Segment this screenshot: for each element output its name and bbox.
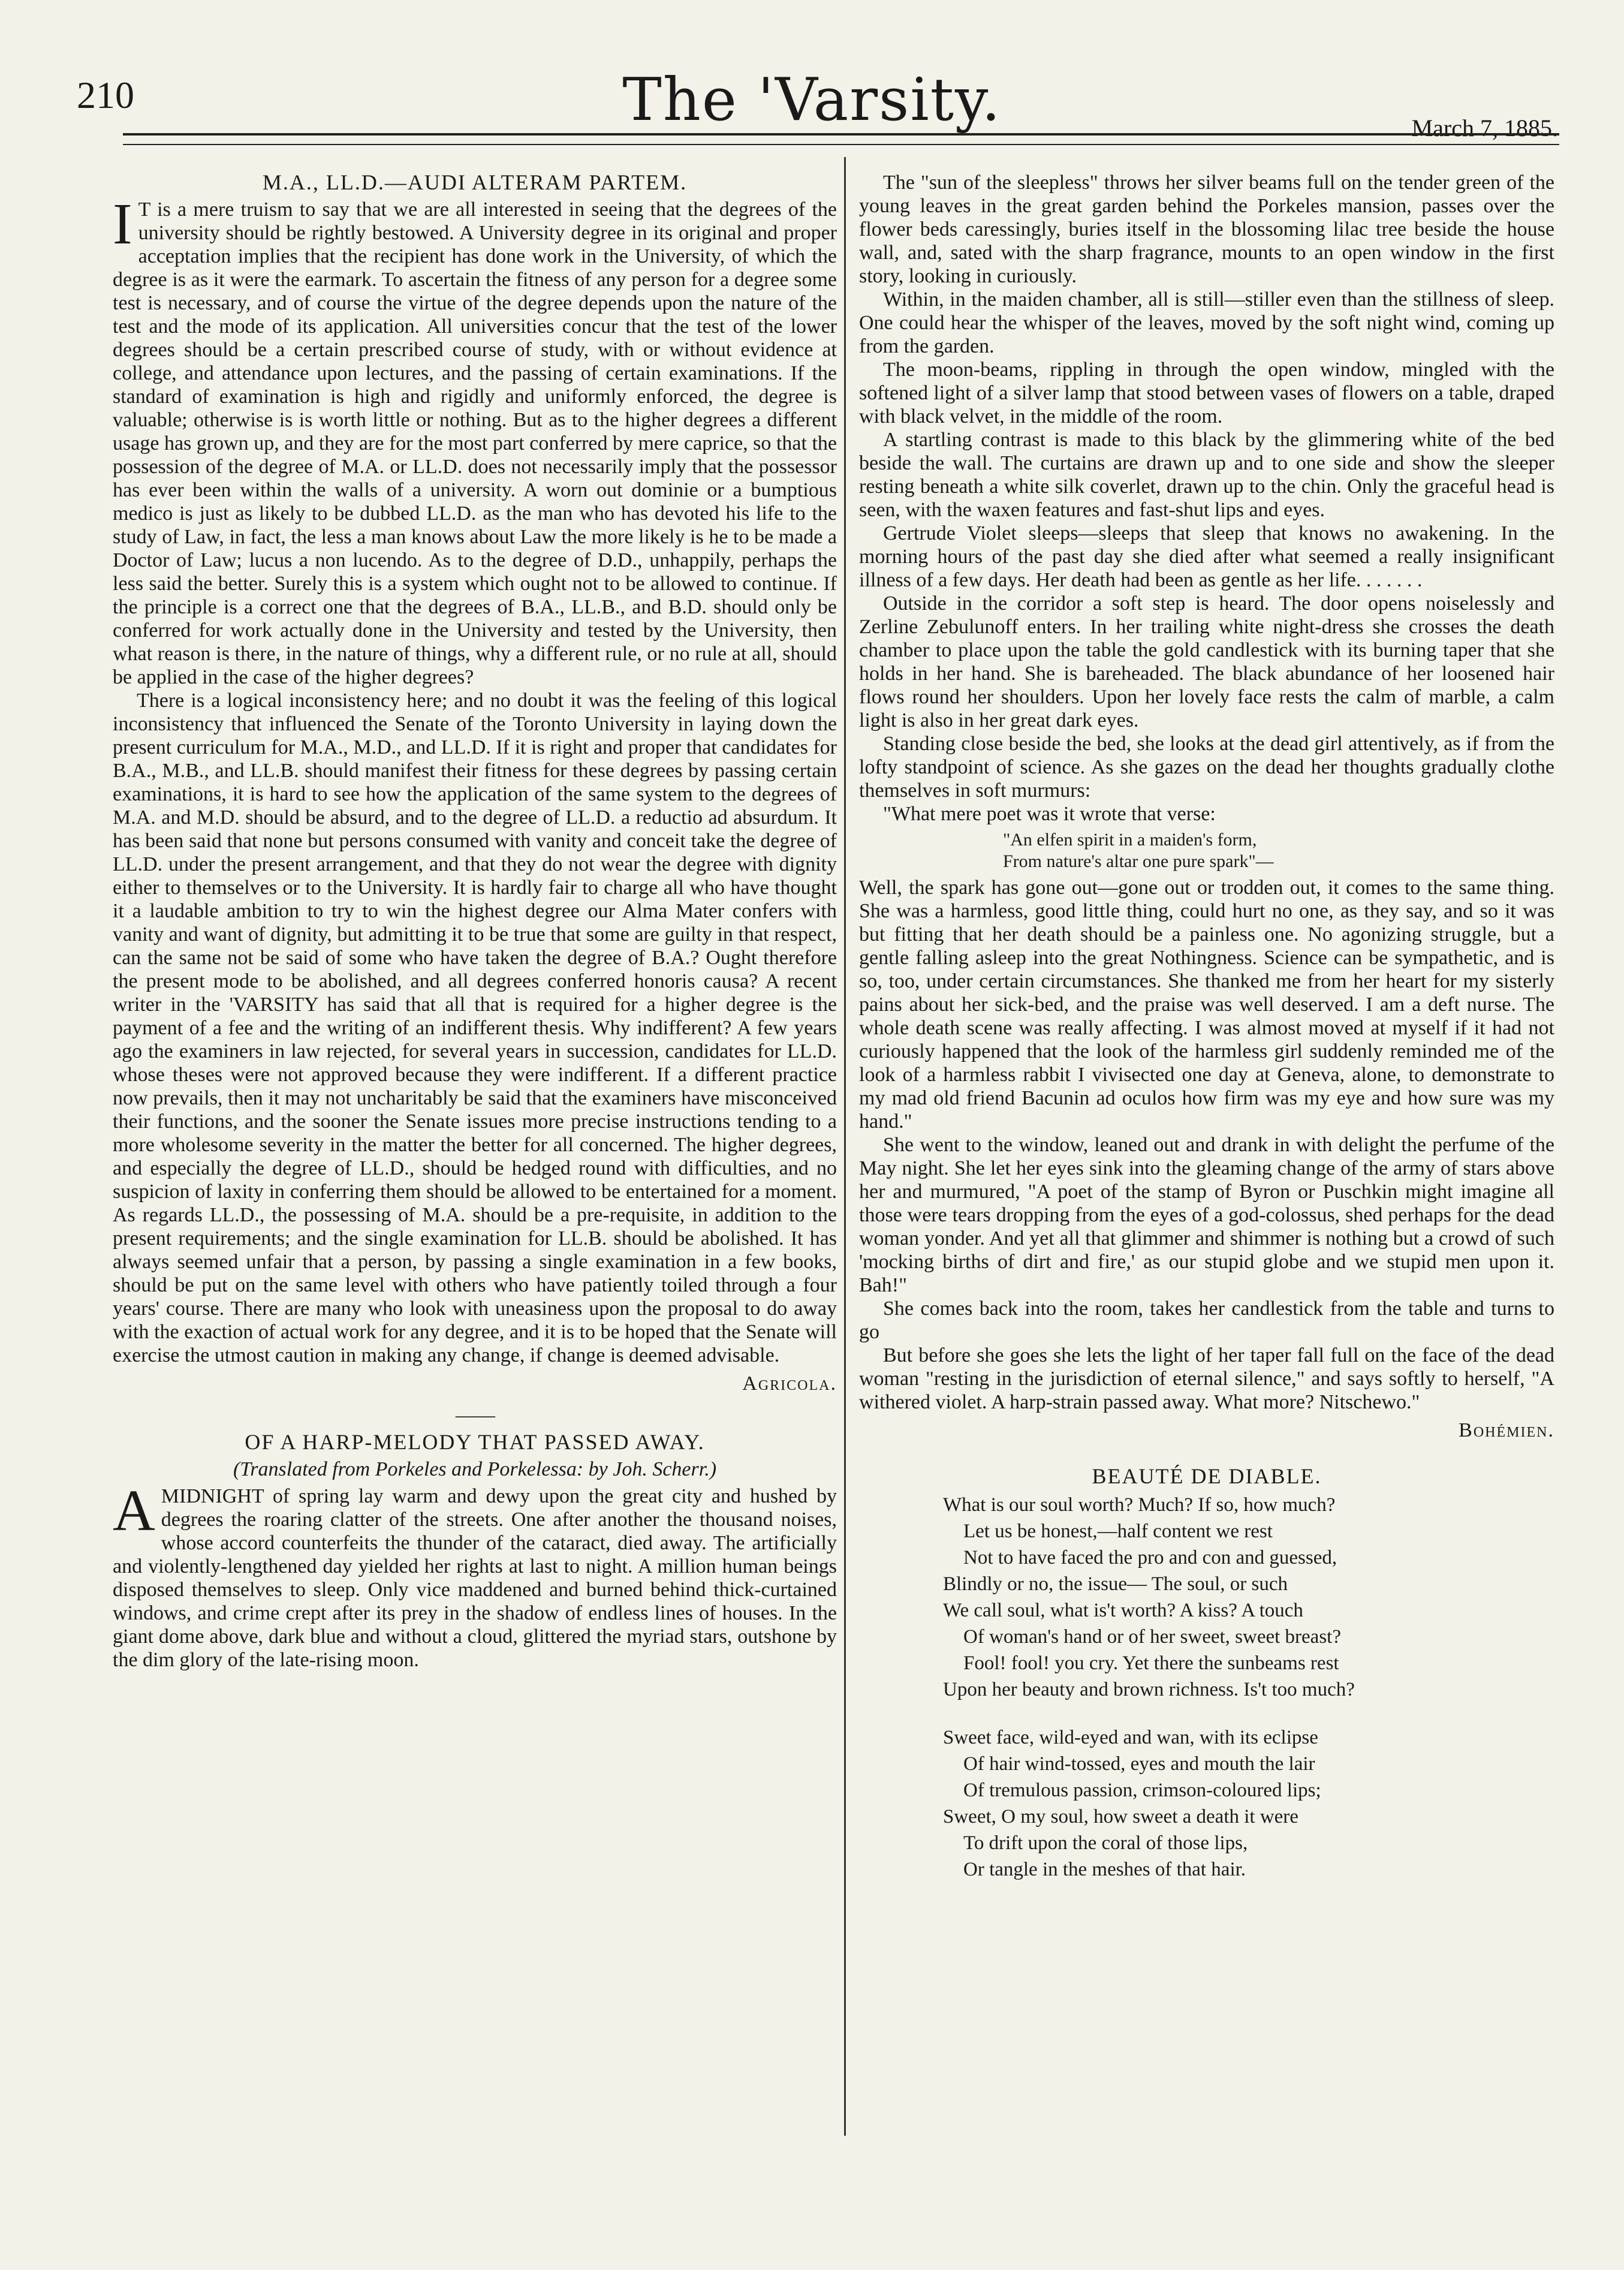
- article-title: M.A., LL.D.—AUDI ALTERAM PARTEM.: [262, 170, 688, 194]
- poem-line: Of woman's hand or of her sweet, sweet breast?: [963, 1626, 1341, 1648]
- quote-line: From nature's altar one pure spark"—: [1003, 851, 1274, 871]
- story-paragraph: The "sun of the sleepless" throws her silver beams full on the tender green of the young leaves in the great garden behind the Porkeles mansion, passes over the flower beds caressingly, buries itself in the blossoming lilac tree beside the house wall, and, sated with the sharp fragrance, mounts to an open window in the first story, looking in curiously.: [859, 171, 1554, 287]
- poem-line: Or tangle in the meshes of that hair.: [963, 1859, 1246, 1880]
- article-paragraph: A MIDNIGHT of spring lay warm and dewy upon the great city and hushed by degrees the roaring clatter of the streets. One after another the thousand noises, whose accord counterfeits the thunder of the cataract, died away. The artificially and violently-lengthened day yielded her rights at last to night. A million human beings disposed themselves to sleep. Only vice maddened and burned behind thick-curtained windows, and crime crept after its prey in the shadow of endless lines of houses. In the giant dome above, dark blue and without a cloud, glittered the myriad stars, outshone by the dim glory of the late-rising moon.: [113, 1479, 837, 1671]
- poem-line: Not to have faced the pro and con and guessed,: [963, 1547, 1337, 1568]
- story-paragraph: Gertrude Violet sleeps—sleeps that sleep that knows no awakening. In the morning hours of the past day she died after what seemed a really insignificant illness of a few days. Her death had been as gentle as her life. . . . . . .: [859, 522, 1554, 591]
- header-rule-thin: [123, 144, 1559, 145]
- column-divider: [844, 157, 846, 2136]
- story-paragraph: Standing close beside the bed, she looks at the dead girl attentively, as if from the lofty standpoint of science. As she gazes on the dead her thoughts gradually clothe themselves in soft murmurs:: [859, 733, 1554, 802]
- poem-line: Sweet, O my soul, how sweet a death it were: [943, 1806, 1298, 1828]
- masthead: The 'Varsity.: [622, 66, 1002, 134]
- page-number: 210: [77, 74, 134, 116]
- story-paragraph: Well, the spark has gone out—gone out or trodden out, it comes to the same thing. She was a harmless, good little thing, could hurt no one, as they say, and so it was but fitting that her death should be a painless one. No agonizing struggle, but a gentle falling asleep into the great Nothingness. Science can be sympathetic, and is so, too, under certain circumstances. She thanked me from her heart for my sisterly pains about her sick-bed, and the praise was well deserved. I am a deft nurse. The whole death scene was really affecting. I was almost moved at myself if it had not curiously happened that the look of the harmless girl suddenly reminded me of the look of a harmless rabbit I vivisected one day at Geneva, alone, to demonstrate to my mad old friend Bacunin ad oculos how firm was my eye and how sure was my hand.": [859, 877, 1554, 1133]
- poem-line: What is our soul worth? Much? If so, how much?: [943, 1494, 1336, 1516]
- story-paragraph: The moon-beams, rippling in through the open window, mingled with the softened light of a silver lamp that stood between vases of flowers on a table, draped with black velvet, in the middle of the room.: [859, 359, 1554, 427]
- story-paragraph: Outside in the corridor a soft step is heard. The door opens noiselessly and Zerline Zebulunoff enters. In her trailing white night-dress she crosses the death chamber to place upon the table the gold candlestick with its burning taper that she holds in her hand. She is bareheaded. The black abundance of her loosened hair flows round her shoulders. Upon her lovely face rests the calm of marble, a calm light is also in her great dark eyes.: [859, 592, 1554, 731]
- quote-line: "An elfen spirit in a maiden's form,: [1003, 830, 1257, 850]
- poem-line: Sweet face, wild-eyed and wan, with its eclipse: [943, 1727, 1318, 1748]
- story-paragraph: A startling contrast is made to this black by the glimmering white of the bed beside the wall. The curtains are drawn up and to one side and show the sleeper resting beneath a white silk coverlet, drawn up to the chin. Only the graceful head is seen, with the waxen features and fast-shut lips and eyes.: [859, 429, 1554, 521]
- poem-line: Of hair wind-tossed, eyes and mouth the lair: [963, 1753, 1315, 1775]
- poem-line: We call soul, what is't worth? A kiss? A touch: [943, 1600, 1303, 1621]
- verse-quote: [1003, 829, 1554, 872]
- article-subtitle: (Translated from Porkeles and Porkelessa: by Joh. Scherr.): [233, 1458, 717, 1480]
- poem-line: Let us be honest,—half content we rest: [963, 1521, 1273, 1542]
- article-title: OF A HARP-MELODY THAT PASSED AWAY.: [245, 1430, 705, 1454]
- poem-stanza-1: [943, 1492, 1554, 1703]
- article-paragraph: I T is a mere truism to say that we are all interested in seeing that the degrees of the university should be rightly bestowed. A University degree in its original and proper acceptation implies that the recipient has done work in the University, of which the degree is as it were the earmark. To ascertain the fitness of any person for a degree some test is necessary, and of course the virtue of the degree depends upon the nature of the test and the mode of its application. All universities concur that the test of the lower degrees should be a certain prescribed course of study, with or without evidence at college, and attendance upon lectures, and the passing of certain examinations. If the standard of examination is high and rigidly and uniformly enforced, the degree is valuable; otherwise is is worth little or nothing. But as to the higher degrees a different usage has grown up, and they are for the most part conferred by mere caprice, so that the possession of the degree of M.A. or LL.D. does not necessarily imply that the possessor has ever been within the walls of a university. A worn out dominie or a bumptious medico is just as likely to be dubbed LL.D. as the man who has devoted his life to the study of Law, in fact, the less a man knows about Law the more likely is he to be made a Doctor of Law; lucus a non lucendo. As to the degree of D.D., unhappily, perhaps the less said the better. Surely this is a system which ought not to be allowed to continue. If the principle is a correct one that the degrees of B.A., LL.B., and B.D. should only be conferred for work actually done in the University and tested by the University, then what reason is there, in the nature of things, why a different rule, or no rule at all, should be applied in the case of the higher degrees?: [113, 192, 837, 688]
- poem-line: Blindly or no, the issue— The soul, or such: [943, 1573, 1288, 1595]
- story-paragraph: She comes back into the room, takes her candlestick from the table and turns to go: [859, 1297, 1554, 1343]
- left-column: [113, 171, 837, 1672]
- story-paragraph: "What mere poet was it wrote that verse:: [883, 803, 1216, 825]
- story-paragraph: She went to the window, leaned out and drank in with delight the perfume of the May night. She let her eyes sink into the gleaming change of the army of stars above her and murmured, "A poet of the stamp of Byron or Puschkin might imagine all those were tears dropping from the eyes of a god-colossus, shed perhaps for the dead woman yonder. And yet all that glimmer and shimmer is nothing but a crowd of such 'mocking births of dirt and fire,' as our stupid globe and we stupid men upon it. Bah!": [859, 1134, 1554, 1296]
- poem-line: Of tremulous passion, crimson-coloured lips;: [963, 1780, 1321, 1801]
- story-paragraph: But before she goes she lets the light of her taper fall full on the face of the dead woman "resting in the jurisdiction of eternal silence," and says softly to herself, "A withered violet. A harp-strain passed away. What more? Nitschewo.": [859, 1344, 1554, 1413]
- page-header: [0, 0, 1624, 156]
- article-paragraph: There is a logical inconsistency here; and no doubt it was the feeling of this logical inconsistency that influenced the Senate of the Toronto University in laying down the present curriculum for M.A., M.D., and LL.D. If it is right and proper that candidates for B.A., M.B., and LL.B. should manifest their fitness for these degrees by passing certain examinations, it is hard to see how the application of the same system to the degrees of M.A. and M.D. should be absurd, and to the degree of LL.D. a reductio ad absurdum. It has been said that none but persons consumed with vanity and conceit take the degree of LL.D. under the present arrangement, and that they do not wear the degree with dignity either to themselves or to the University. It is hardly fair to charge all who have thought it a laudable ambition to try to win the highest degree our Alma Mater confers with vanity and want of dignity, but admitting it to be true that some are guilty in that respect, can the same not be said of some who have taken the degree of B.A.? Ought therefore the present mode to be abolished, and all degrees conferred honoris causa? A recent writer in the 'VARSITY has said that all that is required for a higher degree is the payment of a fee and the writing of an indifferent thesis. Why indifferent? A few years ago the examiners in law rejected, for several years in succession, candidates for LL.D. whose theses were not approved because they were indifferent. If a different practice now prevails, then it may not uncharitably be said that the examiners have misconceived their functions, and the sooner the Senate issues more precise instructions tending to a more wholesome severity in the matter the better for all concerned. The higher degrees, and especially the degree of LL.D., should be hedged round with difficulties, and no suspicion of laxity in conferring them should be allowed to be entertained for a moment. As regards LL.D., the possessing of M.A. should be a pre-requisite, in addition to the present requirements; and the single examination for LL.B. should be abolished. It has always seemed unfair that a person, by passing a single examination in a few books, should be put on the same level with others who have patiently toiled through a four years' course. There are many who look with uneasiness upon the proposal to do away with the exaction of actual work for any degree, and it is to be hoped that the Senate will exercise the utmost caution in making any change, if change is deemed advisable.: [113, 690, 837, 1366]
- poem-line: Upon her beauty and brown richness. Is't too much?: [943, 1679, 1355, 1700]
- drop-cap: I: [113, 192, 132, 257]
- poem-line: Fool! fool! you cry. Yet there the sunbeams rest: [963, 1652, 1339, 1674]
- poem-title: BEAUTÉ DE DIABLE.: [1092, 1464, 1322, 1488]
- poem-stanza-2: [943, 1724, 1554, 1883]
- article-signature: Agricola.: [742, 1372, 837, 1395]
- poem-line: To drift upon the coral of those lips,: [963, 1832, 1248, 1854]
- story-paragraph: Within, in the maiden chamber, all is still—stiller even than the stillness of sleep. One could hear the whisper of the leaves, moved by the soft night wind, coming up from the garden.: [859, 288, 1554, 357]
- story-signature: Bohémien.: [1459, 1419, 1554, 1441]
- drop-cap: A: [113, 1479, 155, 1543]
- issue-date: March 7, 1885.: [1411, 115, 1558, 142]
- section-separator: ——: [456, 1404, 494, 1426]
- right-column: [859, 171, 1554, 1883]
- header-rule-thick: [123, 133, 1559, 136]
